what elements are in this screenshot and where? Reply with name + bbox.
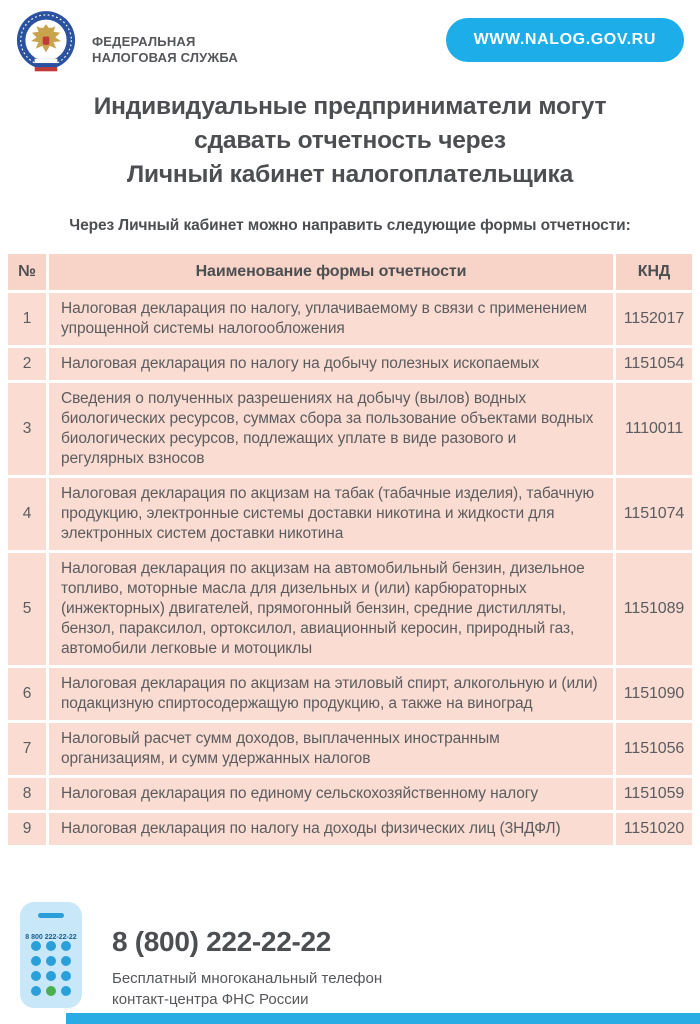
row-number-cell: 1 [8, 293, 46, 345]
knd-code-cell: 1152017 [616, 293, 692, 345]
knd-code-cell: 1110011 [616, 383, 692, 475]
keypad-dot [61, 956, 71, 966]
subtitle: Через Личный кабинет можно направить следующие формы отчетности: [69, 217, 631, 234]
column-header-form-name: Наименование формы отчетности [49, 254, 613, 290]
column-header-knd: КНД [616, 254, 692, 290]
page-title-line2: сдавать отчетность через [194, 127, 506, 154]
page-title [0, 90, 700, 192]
report-forms-table [8, 254, 692, 845]
knd-code-cell: 1151056 [616, 723, 692, 775]
phone-keypad [31, 941, 71, 996]
contact-caption-line2: контакт-центра ФНС России [112, 991, 309, 1008]
row-number-cell: 4 [8, 478, 46, 550]
org-name-line2: НАЛОГОВАЯ СЛУЖБА [92, 50, 239, 65]
phone-icon-label: 8 800 222-22-22 [25, 934, 77, 941]
contact-block [112, 902, 382, 1010]
knd-code-cell: 1151090 [616, 668, 692, 720]
org-name [92, 20, 238, 66]
form-name-cell: Налоговая декларация по единому сельскохозяйственному налогу [49, 778, 613, 810]
knd-code-cell: 1151054 [616, 348, 692, 380]
keypad-dot [61, 986, 71, 996]
form-name-cell: Налоговый расчет сумм доходов, выплаченных иностранным организациям, и сумм удержанных налогов [49, 723, 613, 775]
knd-code-cell: 1151059 [616, 778, 692, 810]
phone-icon [20, 902, 82, 1008]
row-number-cell: 5 [8, 553, 46, 665]
form-name-cell: Налоговая декларация по налогу на доходы физических лиц (3НДФЛ) [49, 813, 613, 845]
keypad-dot [61, 941, 71, 951]
form-name-cell: Налоговая декларация по налогу на добычу полезных ископаемых [49, 348, 613, 380]
row-number-cell: 9 [8, 813, 46, 845]
contact-caption-line1: Бесплатный многоканальный телефон [112, 970, 383, 987]
keypad-dot [31, 971, 41, 981]
page-title-line3: Личный кабинет налогоплательщика [127, 161, 573, 188]
fns-brand [16, 10, 238, 76]
keypad-dot [46, 971, 56, 981]
row-number-cell: 3 [8, 383, 46, 475]
keypad-dot [46, 941, 56, 951]
form-name-cell: Налоговая декларация по акцизам на табак (табачные изделия), табачную продукцию, электронные системы доставки никотина и жидкости для электронных систем доставки никотина [49, 478, 613, 550]
site-url-badge[interactable]: WWW.NALOG.GOV.RU [446, 18, 684, 62]
form-name-cell: Налоговая декларация по налогу, уплачиваемому в связи с применением упрощенной системы налогообложения [49, 293, 613, 345]
row-number-cell: 2 [8, 348, 46, 380]
page-title-line1: Индивидуальные предприниматели могут [93, 93, 607, 120]
keypad-dot [61, 971, 71, 981]
form-name-cell: Сведения о полученных разрешениях на добычу (вылов) водных биологических ресурсов, суммах сбора за пользование объектами водных биологических ресурсов, подлежащих уплате в виде разового и регулярных взносов [49, 383, 613, 475]
knd-code-cell: 1151089 [616, 553, 692, 665]
column-header-number: № [8, 254, 46, 290]
fns-emblem-icon [16, 10, 76, 76]
bottom-accent-bar [66, 1013, 700, 1024]
row-number-cell: 7 [8, 723, 46, 775]
keypad-dot [31, 986, 41, 996]
keypad-dot [46, 956, 56, 966]
keypad-dot [31, 941, 41, 951]
knd-code-cell: 1151020 [616, 813, 692, 845]
form-name-cell: Налоговая декларация по акцизам на этиловый спирт, алкогольную и (или) подакцизную спиртосодержащую продукцию, а также на виноград [49, 668, 613, 720]
row-number-cell: 8 [8, 778, 46, 810]
keypad-dot [31, 956, 41, 966]
footer [0, 902, 700, 1010]
form-name-cell: Налоговая декларация по акцизам на автомобильный бензин, дизельное топливо, моторные масла для дизельных и (или) карбюраторных (инжекторных) двигателей, прямогонный бензин, средние дистилляты, бензол, параксилол, ортоксилол, авиационный керосин, природный газ, автомобили легковые и мотоциклы [49, 553, 613, 665]
knd-code-cell: 1151074 [616, 478, 692, 550]
row-number-cell: 6 [8, 668, 46, 720]
contact-caption [112, 968, 382, 1010]
org-name-line1: ФЕДЕРАЛЬНАЯ [92, 34, 196, 49]
keypad-dot-green [46, 986, 56, 996]
contact-phone-number: 8 (800) 222-22-22 [112, 926, 332, 957]
phone-speaker-bar [38, 913, 64, 918]
header [0, 0, 700, 74]
